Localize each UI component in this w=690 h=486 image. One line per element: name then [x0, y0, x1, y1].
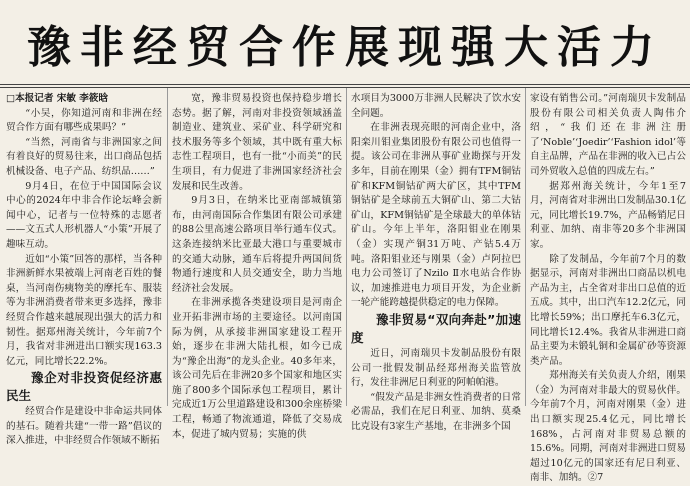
subheading: 豫非贸易“双向奔赴”加速度	[351, 311, 521, 345]
paragraph: 经贸合作是建设中非命运共同体的基石。随着共建“一带一路”倡议的深入推进，中非经贸合作领域不断拓	[6, 406, 162, 447]
article-column-1	[6, 92, 162, 449]
paragraph: 在非洲承揽各类建设项目是河南企业开拓非洲市场的主要途径。以河南国际为例，从承接非洲国家建设工程开始，逐步在非洲大陆扎根，如今已成为“豫企出海”的龙头企业。40多年来，该公司先后在非洲20多个国家和地区实施了800多个国际承包工程项目，累计完成近1万公里道路建设和300余座桥梁工程，畅通了物流通道，降低了交易成本，促进了城内贸易；实施的供	[172, 297, 342, 440]
headline-rule-top	[0, 84, 690, 85]
paragraph: 近如“小策”回答的那样，当各种非洲新鲜水果被端上河南老百姓的餐桌，当河南伤痍物美的摩托车、服装等为非洲消费者带来更多选择，豫非经贸合作越来越展现出强大的活力和韧性。据郑州海关统计，今年前7个月，我省对非洲进出口额实现163.3亿元，同比增长22.2%。	[6, 253, 162, 367]
paragraph: 9月4日，在位于中国国际会议中心的2024年中非合作论坛峰会新闻中心，记者与一位特殊的志愿者——文五式人形机器人“小策”开展了趣味互动。	[6, 180, 162, 250]
article-column-3	[351, 92, 521, 434]
paragraph: 水项目为3000万非洲人民解决了饮水安全问题。	[351, 93, 521, 119]
article-column-4	[530, 92, 686, 486]
subheading: 豫企对非投资促经济惠民生	[6, 370, 162, 404]
headline-rule-bottom	[0, 87, 690, 88]
paragraph: 宽，豫非贸易投资也保持稳步增长态势。据了解，河南对非投资领域涵盖制造业、建筑业、采矿业、科学研究和技术服务等多个领域，其中既有重大标志性工程项目，也有一批“小而美”的民生项目，有力促进了非洲国家经济社会发展和民生改善。	[172, 93, 342, 192]
article-column-2	[172, 92, 342, 442]
paragraph: 家设有销售公司。”河南瑞贝卡发制品股份有限公司相关负责人陶伟介绍，“我们还在非洲注册了‘Noble’‘Joedir’‘Fashion idol’等自主品牌，产品在非洲的收入已占公司外贸收入总值的四成左右。”	[530, 93, 686, 177]
paragraph: “当然，河南省与非洲国家之间有着良好的贸易往来，出口商品包括机械设备、电子产品、纺织品……”	[6, 136, 162, 177]
column-divider	[525, 88, 526, 406]
paragraph: 9月3日，在纳米比亚南部城镇第布，由河南国际合作集团有限公司承建的88公里高速公路项目举行通车仪式。这条连接纳米比亚最大港口与重要城市的交通大动脉，通车后将提升两国间货物通行速度和人员交通安全，助力当地经济社会发展。	[172, 195, 342, 294]
paragraph: “假发产品是非洲女性消费者的日常必需品，我们在尼日利亚、加纳、莫桑比克设有3家生产基地，在非洲多个国	[351, 391, 521, 432]
paragraph: 近日，河南瑞贝卡发制品股份有限公司一批假发制品经郑州海关监管放行，发往非洲尼日利亚的阿帕帕港。	[351, 347, 521, 389]
paragraph: 在非洲表现亮眼的河南企业中，洛阳栾川钼业集团股份有限公司也值得一提。该公司在非洲从事矿业勘探与开发多年，目前在刚果（金）拥有TFM铜钴矿和KFM铜钴矿两大矿区，其中TFM铜钴矿是全球前五大铜矿山、第二大钴矿山，KFM铜钴矿是全球最大的单体钴矿山。今年上半年，洛阳钼业在刚果（金）实现产铜31万吨、产钴5.4万吨。洛阳钼业还与刚果（金）卢阿拉巴电力公司签订了Nzilo Ⅱ水电站合作协议，加速推进电力项目开发，为企业新一轮产能跨越提供稳定的电力保障。	[351, 122, 521, 309]
headline: 豫非经贸合作展现强大活力	[27, 22, 663, 73]
paragraph: 除了发制品，今年前7个月的数据显示，河南对非洲出口商品以机电产品为主，占全省对非出口总值的近五成。其中，出口汽车12.2亿元，同比增长59%；出口摩托车6.3亿元，同比增长12.4%。我省从非洲进口商品主要为未锻轧铜和金属矿砂等资源类产品。	[530, 253, 686, 367]
headline-area	[0, 2, 690, 84]
column-divider	[167, 88, 168, 406]
paragraph: “小吴，你知道河南和非洲在经贸合作方面有哪些成果吗？”	[6, 107, 162, 134]
paragraph: 郑州海关有关负责人介绍，刚果（金）为河南对非最大的贸易伙伴。今年前7个月，河南对刚果（金）进出口额实现25.4亿元，同比增长168%，占河南对非贸易总额的15.6%。同期，河南对非洲进口贸易超过10亿元的国家还有尼日利亚、南非、加纳。②7	[530, 370, 686, 484]
column-divider	[346, 88, 347, 406]
byline: □本报记者 宋敏 李筱晗	[6, 93, 109, 104]
paragraph: 据郑州海关统计，今年1至7月，河南省对非洲出口发制品30.1亿元，同比增长19.7%，产品畅销尼日利亚、加纳、南非等20多个非洲国家。	[530, 180, 686, 250]
